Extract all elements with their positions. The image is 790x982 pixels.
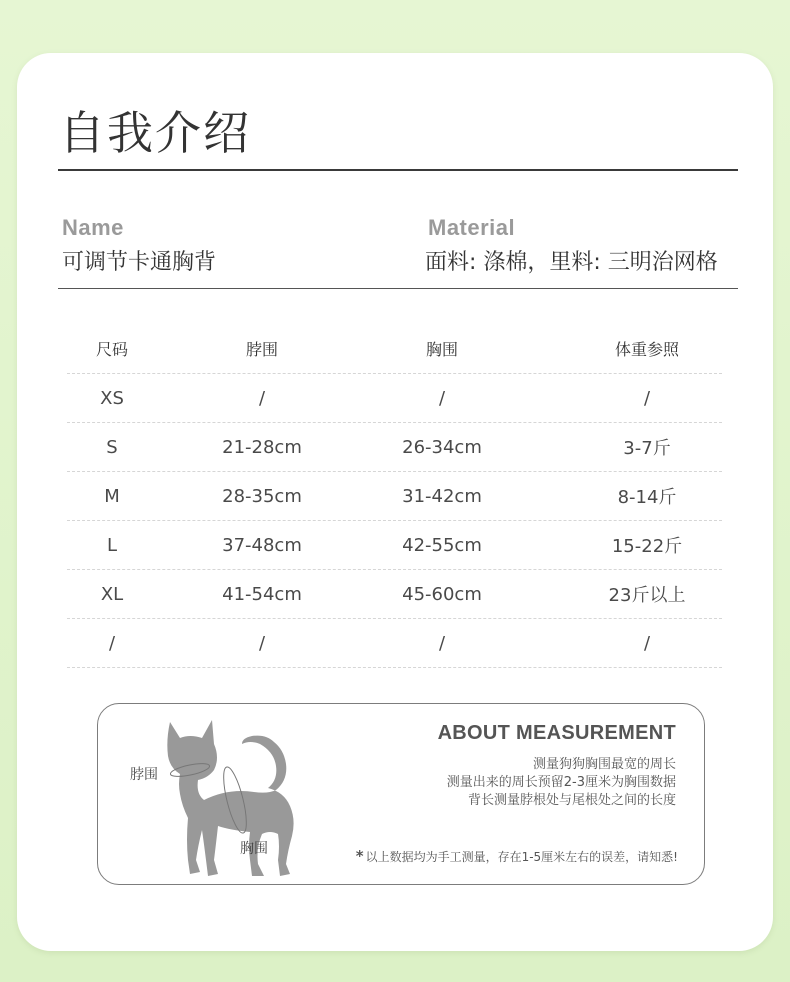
cell-chest: /	[438, 387, 446, 409]
table-row	[67, 423, 722, 472]
cell-size: /	[108, 632, 116, 654]
intro-card	[17, 53, 773, 951]
info-divider	[58, 288, 738, 289]
cell-size: XS	[100, 387, 124, 409]
note-star: *	[355, 847, 364, 865]
measurement-line: 测量出来的周长预留2-3厘米为胸围数据	[446, 775, 676, 790]
cell-chest: 45-60cm	[402, 583, 482, 605]
cell-neck: /	[258, 387, 266, 409]
header-weight: 体重参照	[614, 339, 679, 359]
header-chest: 胸围	[425, 339, 458, 359]
cell-weight: 15-22斤	[611, 536, 683, 557]
table-row	[67, 619, 722, 668]
about-measurement-title: ABOUT MEASUREMENT	[437, 722, 676, 744]
chest-label: 胸围	[240, 841, 268, 857]
measurement-note	[356, 847, 678, 865]
measurement-line: 背长测量脖根处与尾根处之间的长度	[467, 793, 676, 808]
note-text: 以上数据均为手工测量，存在1-5厘米左右的误差，请知悉!	[365, 850, 678, 864]
name-value: 可调节卡通胸背	[62, 250, 217, 275]
cell-neck: 21-28cm	[222, 436, 302, 458]
cell-weight: 8-14斤	[617, 487, 677, 508]
cell-weight: 3-7斤	[623, 438, 671, 459]
cell-neck: 28-35cm	[222, 485, 302, 507]
cell-size: M	[104, 485, 120, 507]
cell-weight: 23斤以上	[608, 585, 686, 606]
cell-size: L	[106, 534, 118, 556]
table-row	[67, 374, 722, 423]
cell-size: S	[106, 436, 118, 458]
measurement-box	[97, 703, 705, 885]
cell-chest: 42-55cm	[402, 534, 482, 556]
cell-neck: 37-48cm	[222, 534, 302, 556]
title-divider	[58, 169, 738, 171]
table-row	[67, 570, 722, 619]
neck-label: 脖围	[130, 767, 158, 783]
cell-weight: /	[643, 632, 651, 654]
page-title: 自我介绍	[59, 106, 251, 160]
cell-chest: /	[438, 632, 446, 654]
table-row	[67, 521, 722, 570]
material-label: Material	[428, 215, 516, 240]
header-size: 尺码	[95, 339, 128, 359]
measurement-line: 测量狗狗胸围最宽的周长	[532, 757, 676, 772]
name-label: Name	[62, 215, 124, 240]
size-table	[67, 323, 722, 668]
cell-neck: 41-54cm	[222, 583, 302, 605]
cell-chest: 26-34cm	[402, 436, 482, 458]
table-row	[67, 472, 722, 521]
material-value: 面料: 涤棉，里料: 三明治网格	[425, 250, 718, 275]
header-neck: 脖围	[245, 339, 278, 359]
cell-weight: /	[643, 387, 651, 409]
cell-neck: /	[258, 632, 266, 654]
cell-chest: 31-42cm	[402, 485, 482, 507]
cell-size: XL	[100, 583, 124, 605]
table-header-row	[67, 323, 722, 374]
cat-silhouette-icon	[158, 714, 318, 884]
